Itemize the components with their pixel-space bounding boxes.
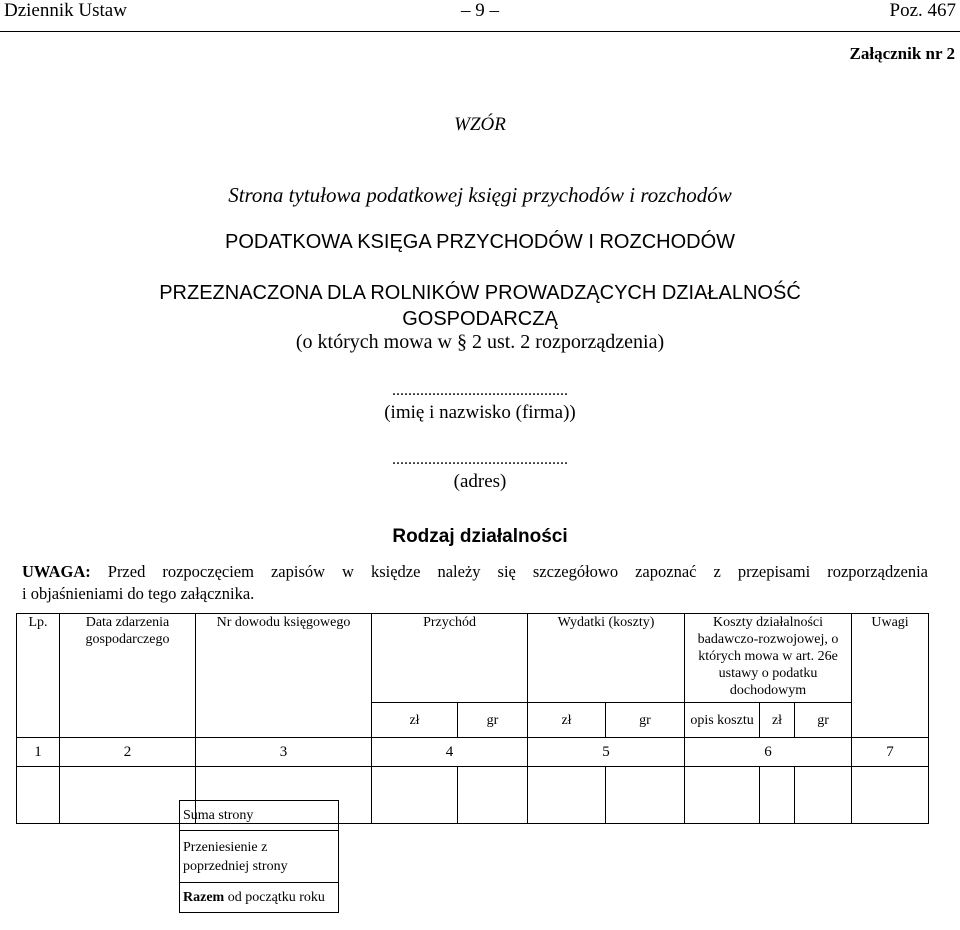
title-line-3: GOSPODARCZĄ: [402, 308, 558, 330]
regulation-reference: (o których mowa w § 2 ust. 2 rozporządzenia): [295, 331, 665, 353]
column-number: 6: [685, 738, 852, 767]
notice-label: UWAGA:: [22, 562, 91, 581]
rd-gr: gr: [795, 703, 852, 738]
total-label: [180, 883, 339, 913]
notice-text-continued: i objaśnieniami do tego załącznika.: [22, 584, 255, 603]
address-placeholder-dots: ............................................: [392, 451, 568, 468]
column-number: 4: [372, 738, 528, 767]
rd-zl: zł: [760, 703, 795, 738]
template-label: WZÓR: [454, 114, 506, 135]
table-header-row: [17, 614, 929, 703]
col-lp: Lp.: [17, 614, 60, 738]
annex-label: Załącznik nr 2: [849, 44, 955, 63]
name-label: (imię i nazwisko (firma)): [384, 402, 576, 423]
column-number-row: [17, 738, 929, 767]
col-document-number: Nr dowodu księgowego: [196, 614, 372, 738]
total-label-rest: od początku roku: [224, 890, 325, 905]
title-line-2: PRZEZNACZONA DLA ROLNIKÓW PROWADZĄCYCH DZIAŁALNOŚĆ: [159, 282, 801, 304]
page-sum-label: Suma strony: [180, 801, 339, 831]
notice-paragraph: [22, 562, 928, 582]
notice-text: Przed rozpoczęciem zapisów w księdze należy się szczegółowo zapoznać z przepisami rozporządzenia: [107, 562, 928, 581]
summary-row: [180, 883, 339, 913]
position-number: Poz. 467: [889, 0, 956, 21]
column-number: 7: [852, 738, 929, 767]
col-expenses: Wydatki (koszty): [528, 614, 685, 703]
header-rule: [0, 31, 960, 32]
column-number: 3: [196, 738, 372, 767]
column-number: 2: [60, 738, 196, 767]
entry-row: [17, 767, 929, 824]
summary-table: [179, 800, 339, 913]
total-label-bold: Razem: [183, 890, 225, 905]
subtitle: Strona tytułowa podatkowej księgi przychodów i rozchodów: [228, 183, 732, 207]
ledger-table: [16, 613, 929, 824]
title-line-1: PODATKOWA KSIĘGA PRZYCHODÓW I ROZCHODÓW: [224, 231, 736, 253]
summary-row: [180, 831, 339, 883]
name-placeholder-dots: ............................................: [392, 382, 568, 399]
address-label: (adres): [453, 471, 507, 492]
carry-over-label: Przeniesienie z poprzedniej strony: [180, 831, 339, 883]
expenses-zl: zł: [528, 703, 606, 738]
page-number: – 9 –: [461, 0, 499, 21]
column-number: 1: [17, 738, 60, 767]
journal-title: Dziennik Ustaw: [4, 0, 127, 21]
income-zl: zł: [372, 703, 458, 738]
activity-type-heading: Rodzaj działalności: [392, 526, 568, 547]
rd-cost-description: opis kosztu: [685, 703, 760, 738]
column-number: 5: [528, 738, 685, 767]
income-gr: gr: [458, 703, 528, 738]
col-event-date: Data zdarzenia gospodarczego: [60, 614, 196, 738]
expenses-gr: gr: [606, 703, 685, 738]
col-notes: Uwagi: [852, 614, 929, 738]
summary-row: [180, 801, 339, 831]
col-rd-costs: Koszty działalności badawczo-rozwojowej, o których mowa w art. 26e ustawy o podatku dochodowym: [685, 614, 852, 703]
col-income: Przychód: [372, 614, 528, 703]
